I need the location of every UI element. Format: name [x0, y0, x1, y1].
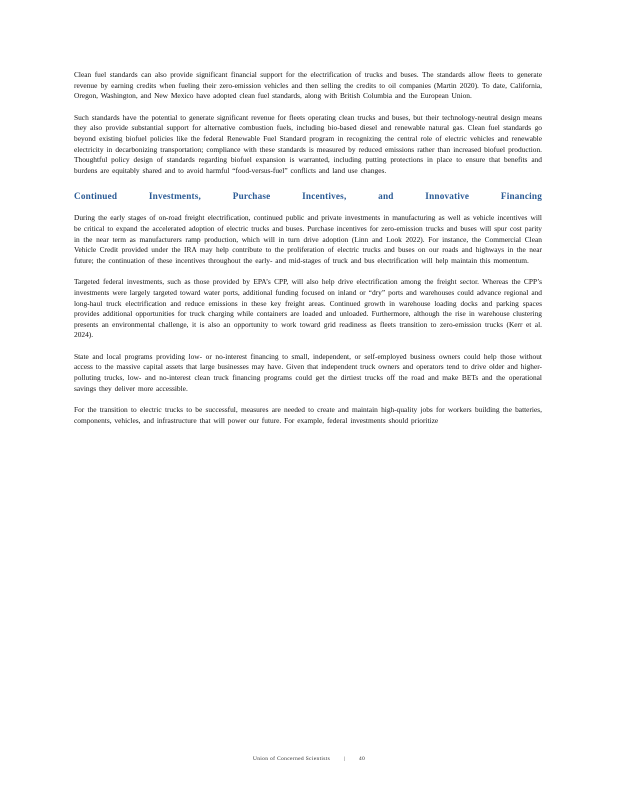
section-heading: Continued Investments, Purchase Incentives, and Innovative Financing: [74, 191, 542, 202]
paragraph-targeted-federal-investments: Targeted federal investments, such as those provided by EPA’s CPP, will also help drive electrification among the freight sector. Whereas the CPP’s investments were largely targeted toward water ports, additional funding focused on inland or “dry” ports and warehouses could advance regional and long-haul truck electrification and reduce emissions in these key freight areas. Continued growth in warehouse loading docks and parking spaces provides additional opportunities for truck charging while containers are loaded and unloaded. Furthermore, although the rise in warehouse clustering presents an environmental challenge, it is also an opportunity to work toward grid readiness as fleets transition to zero-emission trucks (Kerr et al. 2024).: [74, 277, 542, 340]
paragraph-standards-potential: Such standards have the potential to generate significant revenue for fleets operating clean trucks and buses, but their technology-neutral design means they also provide substantial support for alternative combustion fuels, including bio-based diesel and renewable natural gas. Clean fuel standards go beyond existing biofuel policies like the federal Renewable Fuel Standard program in recognizing the central role of electric vehicles and renewable electricity in decarbonizing transportation; compliance with these standards is measured by reduced emissions rather than increased biofuel production. Thoughtful policy design of standards regarding biofuel expansion is warranted, including putting protections in place to ensure that benefits and burdens are equitably shared and to avoid harmful “food-versus-fuel” conflicts and land use changes.: [74, 112, 542, 175]
document-page: [74, 70, 542, 437]
footer-org: Union of Concerned Scientists: [252, 756, 331, 762]
paragraph-clean-fuel-standards: Clean fuel standards can also provide significant financial support for the electrification of trucks and buses. The standards allow fleets to generate revenue by earning credits when fueling their zero-emission vehicles and then selling the credits to oil companies (Martin 2020). To date, California, Oregon, Washington, and New Mexico have adopted clean fuel standards, along with British Columbia and the European Union.: [74, 70, 542, 101]
paragraph-transition-jobs: For the transition to electric trucks to be successful, measures are needed to create and maintain high-quality jobs for workers building the batteries, components, vehicles, and infrastructure that will power our future. For example, federal investments should prioritize: [74, 405, 542, 425]
page-footer: [0, 756, 618, 762]
paragraph-state-local-programs: State and local programs providing low- or no-interest financing to small, independent, or self-employed business owners could help those without access to the massive capital assets that large businesses may have. Given that independent truck owners and operators tend to drive older and higher-polluting trucks, low- and no-interest clean truck financing programs could get the dirtiest trucks off the road and make BETs and the operational savings they deliver more accessible.: [74, 351, 542, 393]
footer-page-number: 40: [358, 756, 366, 762]
paragraph-early-stages: During the early stages of on-road freight electrification, continued public and private investments in manufacturing as well as vehicle incentives will be critical to expand the accelerated adoption of electric trucks and buses. Purchase incentives for zero-emission trucks and buses will spur cost parity in the near term as manufacturers ramp production, which will in turn drive adoption (Linn and Look 2022). For instance, the Commercial Clean Vehicle Credit provided under the IRA may help contribute to the proliferation of electric trucks and buses on our roads and highways in the near future; the continuation of these incentives throughout the early- and mid-stages of truck and bus electrification will help maintain this momentum.: [74, 213, 542, 265]
footer-separator: |: [343, 756, 346, 762]
